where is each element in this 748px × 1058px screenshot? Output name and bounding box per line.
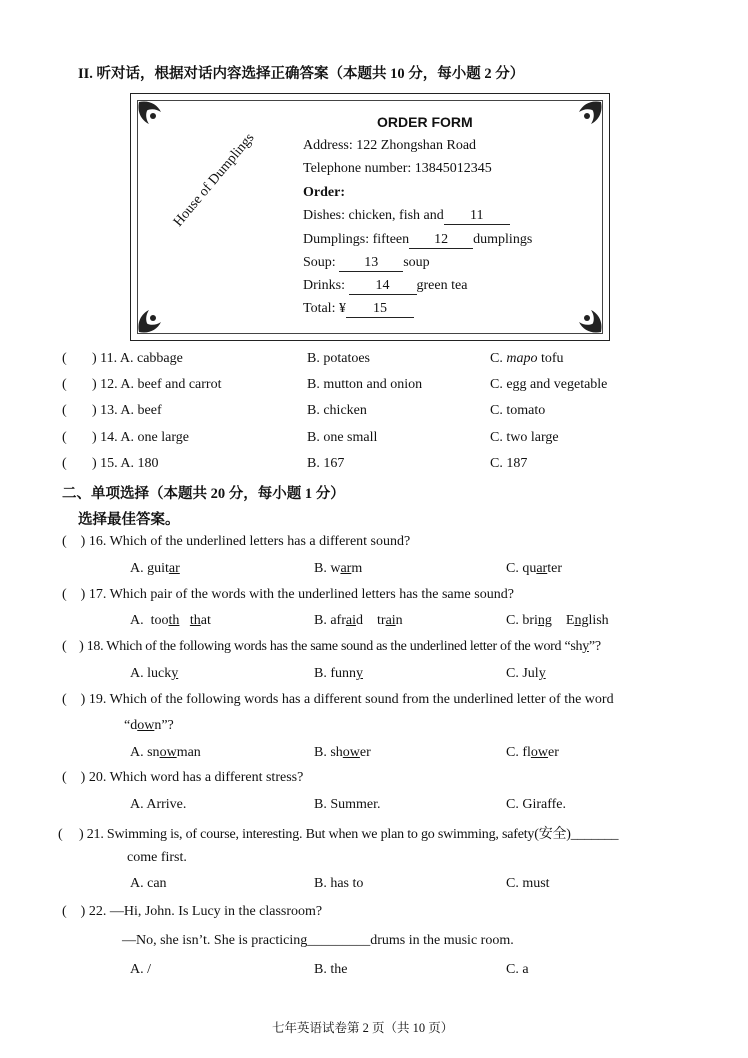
corner-ornament-icon [565,296,605,336]
answer-paren[interactable]: ( [62,639,80,654]
option-c: C. July [506,666,546,681]
question-15: ) 15. A. 180 [92,456,159,471]
option-b: B. 167 [307,456,345,471]
blank-15: 15 [346,301,414,318]
option-c: C. mapo tofu [490,351,564,366]
form-drinks-line [303,278,467,295]
blank-13: 13 [339,255,403,272]
shop-stamp: House of Dumplings [171,130,258,230]
option-a: A. lucky [130,666,179,681]
answer-paren[interactable]: ( [62,587,81,602]
answer-paren-open[interactable]: ( [62,403,67,418]
question-stem: ) 22. —Hi, John. Is Lucy in the classroom? [80,904,323,919]
question-20 [62,770,303,786]
option-c: C. bring English [506,613,609,628]
option-b: B. mutton and onion [307,377,423,392]
page-footer: 七年英语试卷第 2 页（共 10 页） [272,1021,454,1035]
dumplings-label: Dumplings: fifteen [303,232,410,247]
blank-11: 11 [444,208,510,225]
form-total-line [303,301,414,318]
option-a: A. can [130,876,167,891]
total-label: Total: ¥ [303,301,346,316]
answer-paren[interactable]: ( [62,692,81,707]
option-b: B. warm [314,561,363,576]
option-b: B. Summer. [314,797,381,812]
question-19 [62,692,614,708]
option-b: B. the [314,962,348,977]
option-b: B. shower [314,745,371,760]
part2-instruction: 选择最佳答案。 [78,512,180,528]
question-stem: ) 17. Which pair of the words with the underlined letters has the same sound? [80,587,514,602]
form-dumplings-line [303,232,532,249]
option-a: A. guitar [130,561,180,576]
answer-paren-open[interactable]: ( [62,377,67,392]
option-b: B. has to [314,876,364,891]
question-21-line2: come first. [127,850,187,865]
corner-ornament-icon [135,296,175,336]
question-18: ( ) 18. Which of the following words has the same sound as the underlined letter of the word “shy”? [62,639,601,654]
dumplings-tail: dumplings [473,232,533,247]
option-b: B. chicken [307,403,367,418]
answer-paren-open[interactable]: ( [62,456,67,471]
option-b: B. afraid train [314,613,403,628]
option-c: C. flower [506,745,559,760]
question-stem: ) 16. Which of the underlined letters has a different sound? [80,534,411,549]
option-a: A. / [130,962,151,977]
section-title: II. 听对话，根据对话内容选择正确答案（本题共 10 分，每小题 2 分） [78,66,525,82]
form-telephone: Telephone number: 13845012345 [303,161,492,176]
drinks-label: Drinks: [303,278,345,293]
soup-label: Soup: [303,255,336,270]
answer-paren[interactable]: ( [58,827,79,842]
option-a: A. snowman [130,745,201,760]
form-dishes-line [303,208,510,225]
answer-paren-open[interactable]: ( [62,430,67,445]
option-c: C. must [506,876,550,891]
question-22 [62,904,322,920]
answer-paren[interactable]: ( [62,534,81,549]
question-12: ) 12. A. beef and carrot [92,377,222,392]
option-b: B. one small [307,430,378,445]
option-a: A. tooth that [130,613,211,628]
option-c: C. two large [490,430,559,445]
option-c: C. tomato [490,403,546,418]
question-19-line2: “down”? [124,718,174,733]
question-16 [62,534,410,550]
answer-paren-open[interactable]: ( [62,351,67,366]
option-b: B. potatoes [307,351,370,366]
answer-paren[interactable]: ( [62,770,81,785]
option-c: C. quarter [506,561,562,576]
drinks-tail: green tea [416,278,468,293]
form-address: Address: 122 Zhongshan Road [303,138,477,153]
question-21 [58,823,618,843]
corner-ornament-icon [135,98,175,138]
form-order-label: Order: [303,185,345,200]
option-c: C. 187 [490,456,528,471]
question-stem: ) 20. Which word has a different stress? [80,770,304,785]
answer-paren[interactable]: ( [62,904,81,919]
dishes-label: Dishes: chicken, fish and [303,208,444,223]
question-14: ) 14. A. one large [92,430,189,445]
corner-ornament-icon [565,98,605,138]
form-heading: ORDER FORM [377,114,473,130]
form-soup-line [303,255,430,272]
option-c: C. Giraffe. [506,797,566,812]
question-22-line2: —No, she isn’t. She is practicing_________drums in the music room. [122,933,514,948]
question-13: ) 13. A. beef [92,403,162,418]
option-c: C. a [506,962,529,977]
option-c: C. egg and vegetable [490,377,608,392]
question-stem: ) 21. Swimming is, of course, interesting. But when we plan to go swimming, safety(安全)_______ [78,827,619,842]
part2-title: 二、单项选择（本题共 20 分，每小题 1 分） [62,486,345,502]
option-a: A. Arrive. [130,797,187,812]
soup-tail: soup [403,255,430,270]
question-17 [62,587,514,603]
blank-12: 12 [409,232,473,249]
blank-14: 14 [349,278,417,295]
order-form [130,93,610,341]
option-b: B. funny [314,666,363,681]
question-stem: ) 19. Which of the following words has a different sound from the underlined letter of the word [80,692,614,707]
question-11: ) 11. A. cabbage [92,351,183,366]
